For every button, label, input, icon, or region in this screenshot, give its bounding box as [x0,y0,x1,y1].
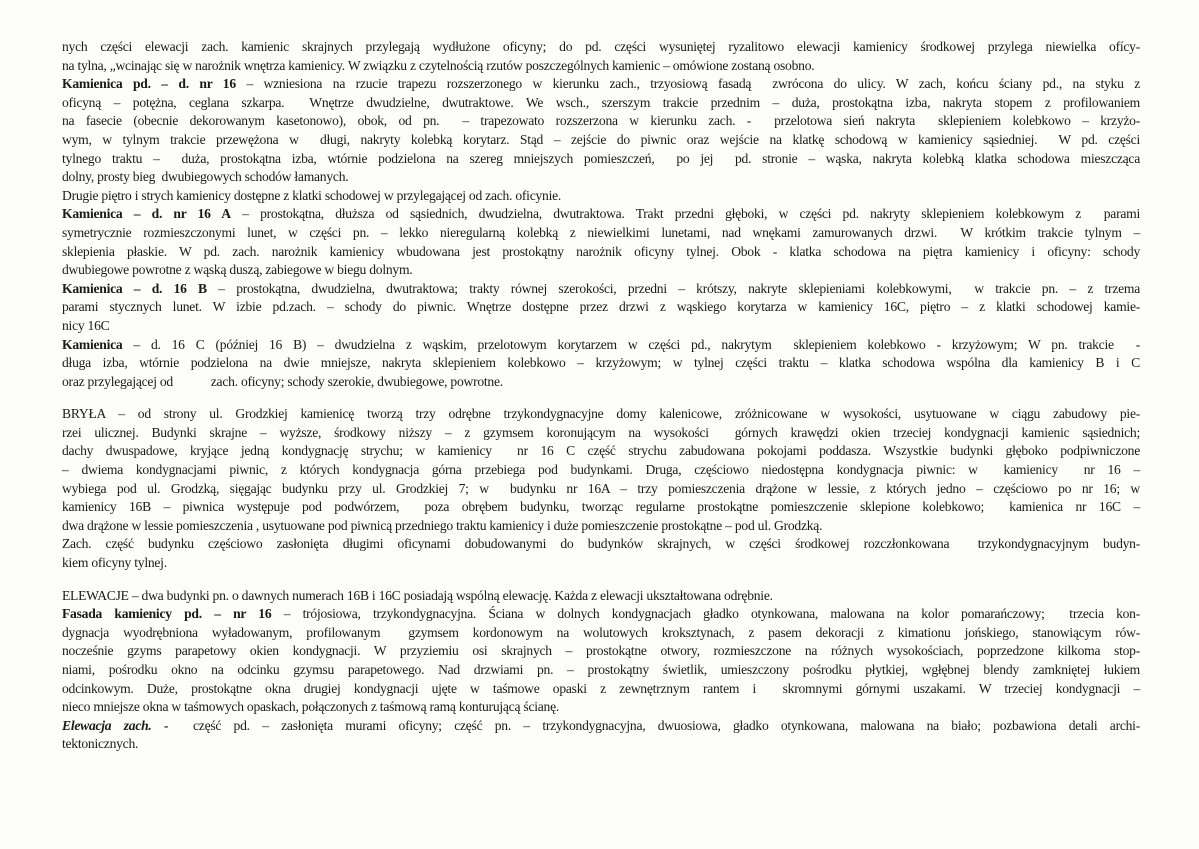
line-text: – d. 16 C (później 16 B) – dwudzielna z wąskim, przelotowym korytarzem w części pd., nakrytym sklepieniem kolebkowo - krzyżowym; W pn. trakcie - [122,336,1140,352]
text-line [62,717,1140,736]
text-line [62,735,1140,754]
text-line [62,605,1140,624]
text-line [62,642,1140,661]
line-text: na fasecie (obecnie dekorowanym kasetonowo), obok, od pn. – trapezowato rozszerzona w kierunku zach. - przelotowa sień nakryta sklepieniem kolebkowo – krzyżo- [62,113,1140,129]
line-text: symetrycznie rozmieszczonymi lunet, w części pn. – lekko nieregularną kolebką z niewielkimi lunetami, nad wnękami zamurowanych drzwi. W krótkim trakcie tylnym – [62,224,1140,240]
text-line [62,57,1140,76]
line-text: dygnacja wyodrębniona wyładowanym, profilowanym gzymsem kordonowym na wolutowych kroksztynach, z pasem dekoracji z kimationu jońskiego, stanowiącym rów- [62,624,1140,640]
line-text: odcinkowym. Duże, prostokątne okna drugiej kondygnacji ujęte w taśmowe opaski z zewnętrznym rantem i skromnymi górnymi uszakami. W trzeciej kondygnacji – [62,680,1140,696]
line-text: Drugie piętro i strych kamienicy dostępne z klatki schodowej w przylegającej od zach. oficynie. [62,187,562,203]
line-text: tylnego traktu – duża, prostokątna izba, wtórnie podzielona na szereg mniejszych pomieszczeń, po jej pd. stronie – wąska, nakryta kolebką klatka schodowa mieszcząca [62,150,1140,166]
text-line [62,517,1140,536]
text-line [62,587,1140,606]
line-text: nocześnie gzyms parapetowy okien kondygnacji. W przyziemiu osi skrajnych – prostokątne otwory, rozmieszczone na różnych wysokościach, poprzedzone kilkoma stop- [62,643,1140,659]
text-line [62,442,1140,461]
text-line [62,243,1140,262]
text-line [62,424,1140,443]
line-text: część pd. – zasłonięta murami oficyny; część pn. – trzykondygnacyjna, dwuosiowa, gładko otynkowana, malowana na biało; pozbawiona detali archi- [168,717,1140,733]
line-text: parami stycznych lunet. W izbie pd.zach. – schody do piwnic. Wnętrze dostępne przez drzwi z wąskiego korytarza w kamienicy 16C, piętro – z klatki schodowej kamie- [62,299,1140,315]
text-line [62,38,1140,57]
line-text: wym, w tylnym trakcie przewężona w długi, nakryty kolebką korytarz. Stąd – zejście do piwnic oraz wejście na klatkę schodową w kamienicy sąsiedniej. W pd. części [62,131,1140,147]
line-text: BRYŁA – od strony ul. Grodzkiej kamienicę tworzą trzy odrębne trzykondygnacyjne domy kalenicowe, zróżnicowane w wysokości, usytuowane w ciągu zabudowy pie- [62,406,1140,422]
line-text: – prostokątna, dłuższa od sąsiednich, dwudzielna, dwutraktowa. Trakt przedni głęboki, w części pd. nakryty sklepieniem kolebkowym z parami [230,206,1140,222]
line-text: Zach. część budynku częściowo zasłonięta długimi oficynami dobudowanymi do budynków skrajnych, w części środkowej rozczłonkowana trzykondygnacyjnym budyn- [62,536,1140,552]
text-line [62,680,1140,699]
text-line [62,205,1140,224]
text-line [62,94,1140,113]
line-text: nieco mniejsze okna w taśmowych opaskach, połączonych z taśmową ramą konturującą ścianę. [62,699,560,715]
text-line [62,280,1140,299]
line-text: ELEWACJE – dwa budynki pn. o dawnych numerach 16B i 16C posiadają wspólną elewację. Każda z elewacji ukształtowana odrębnie. [62,587,773,603]
line-text: – wzniesiona na rzucie trapezu rozszerzonego w kierunku zach., trzyosiową fasadą zwrócona do ulicy. W zach, końcu ściany pd., na styku z [235,76,1140,92]
text-line [62,261,1140,280]
line-text: dolny, prosty bieg dwubiegowych schodów łamanych. [62,169,349,185]
text-line [62,354,1140,373]
line-text: – prostokątna, dwudzielna, dwutraktowa; trakty równej szerokości, przedni – krótszy, nakryte sklepieniami kolebkowymi, w trakcie pn. – z trzema [206,280,1140,296]
section-heading: Elewacja zach. - [62,717,169,733]
line-text: niami, pośrodku okno na odcinku gzymsu parapetowego. Nad drzwiami pn. – prostokątny świetlik, umieszczony pośrodku płytkiej, wgłębnej blendy zamkniętej łukiem [62,662,1140,677]
text-line [62,168,1140,187]
text-line [62,187,1140,206]
text-line [62,131,1140,150]
section-heading: Kamienica – d. nr 16 A [62,206,231,222]
section-heading: Kamienica – d. 16 B [62,280,207,296]
text-line [62,75,1140,94]
line-text: długa izba, wtórnie podzielona na dwie mniejsze, nakryta sklepieniem kolebkowo – krzyżowym; w tylnej części traktu – klatka schodowa wspólna dla kamienicy B i C [62,355,1140,371]
section-heading: Kamienica [62,336,123,352]
line-text: sklepienia płaskie. W pd. zach. narożnik kamienicy wbudowana jest prostokątny narożnik oficyny tylnej. Obok - klatka schodowa na piętra kamienicy i oficyny: schody [62,243,1140,259]
text-line [62,698,1140,717]
line-text: wybiega pod ul. Grodzką, sięgając budynku przy ul. Grodzkiej 7; w budynku nr 16A – trzy pomieszczenia drążone w lessie, z których jedno – częściowo po nr 16; w [62,480,1140,496]
line-text: dwubiegowe powrotne z wąską duszą, zabiegowe w biegu dolnym. [62,262,413,278]
text-line [62,661,1140,680]
line-text: dachy dwuspadowe, kryjące jedną kondygnację strychu; w kamienicy nr 16 C część strychu zabudowana pokojami poddasza. Wszystkie budynki głęboko podpiwniczone [62,443,1140,459]
line-text: tektonicznych. [62,736,139,752]
line-text: na tylna, „wcinając się w narożnik wnętrza kamienicy. W związku z czytelnością rzutów poszczególnych kamienic – omówione zostaną osobno. [62,57,815,73]
text-line [62,405,1140,424]
line-text: oraz przylegającej od zach. oficyny; schody szerokie, dwubiegowe, powrotne. [62,373,503,389]
line-text: oficyną – potężna, ceglana szkarpa. Wnętrze dwudzielne, dwutraktowe. We wsch., szerszym trakcie przednim – duża, prostokątna izba, nakryta stopem z profilowaniem [62,94,1140,110]
document-page [62,38,1140,754]
text-line [62,498,1140,517]
line-text: nych części elewacji zach. kamienic skrajnych przylegają wydłużone oficyny; do pd. części wysuniętej ryzalitowo elewacji kamienicy środkowej przylega niewielka ofícy- [62,39,1140,54]
text-line [62,336,1140,355]
text-line [62,535,1140,554]
text-line [62,298,1140,317]
line-text: rzei ulicznej. Budynki skrajne – wyższe, środkowy niższy – z gzymsem koronującym na wysokości górnych krawędzi okien trzeciej kondygnacji kamienic sąsiednich; [62,424,1140,440]
text-line [62,150,1140,169]
paragraph-spacer [62,391,1140,405]
paragraph-spacer [62,573,1140,587]
text-line [62,461,1140,480]
text-line [62,317,1140,336]
text-line [62,373,1140,392]
text-line [62,624,1140,643]
line-text: – dwiema kondygnacjami piwnic, z których kondygnacja górna przebiega pod budynkami. Druga, częściowo niedostępna kondygnacja piwnic: w kamienicy nr 16 – [62,462,1140,478]
text-line [62,480,1140,499]
text-line [62,224,1140,243]
text-line [62,554,1140,573]
text-line [62,112,1140,131]
section-heading: Kamienica pd. – d. nr 16 [62,76,236,92]
line-text: kamienicy 16B – piwnica występuje pod podwórzem, poza obrębem budynku, tworząc regularne prostokątne pomieszczenie sklepione kolebkowo; kamienica nr 16C – [62,499,1140,515]
line-text: kiem oficyny tylnej. [62,555,167,571]
section-heading: Fasada kamienicy pd. – nr 16 [62,606,272,622]
line-text: – trójosiowa, trzykondygnacyjna. Ściana w dolnych kondygnacjach gładko otynkowana, malowana na kolor pomarańczowy; trzecia kon- [271,606,1141,622]
line-text: nicy 16C [62,317,110,333]
line-text: dwa drążone w lessie pomieszczenia , usytuowane pod piwnicą przedniego traktu kamienicy i duże pomieszczenie prostokątne – pod ul. Grodzką. [62,517,823,533]
